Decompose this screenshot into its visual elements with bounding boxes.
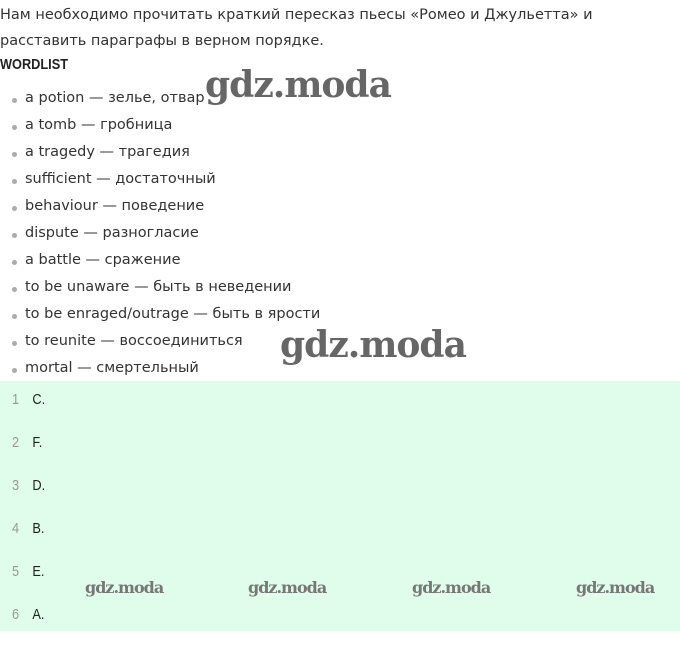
- list-item: [0, 225, 320, 252]
- bullet-icon: [12, 233, 17, 238]
- watermark: gdz.moda: [576, 578, 655, 597]
- answer-row: [12, 563, 44, 580]
- answer-row: [12, 606, 44, 623]
- word-text: a tragedy — трагедия: [25, 144, 190, 160]
- answer-row: [12, 520, 44, 537]
- list-item: [0, 117, 320, 144]
- answer-value: D.: [32, 477, 46, 494]
- word-text: to be enraged/outrage — быть в ярости: [25, 306, 321, 322]
- list-item: [0, 252, 320, 279]
- list-item: [0, 198, 320, 225]
- answer-row: [12, 477, 45, 494]
- answer-number: 5: [12, 563, 20, 580]
- word-text: a tomb — гробница: [25, 117, 173, 133]
- task-description: Нам необходимо прочитать краткий пересказ пьесы «Ромео и Джульетта» и расставить параграфы в верном порядке.: [0, 7, 593, 49]
- bullet-icon: [12, 125, 17, 130]
- word-text: to be unaware — быть в неведении: [25, 279, 292, 295]
- answer-number: 6: [12, 606, 20, 623]
- bullet-icon: [12, 260, 17, 265]
- wordlist: [0, 90, 320, 387]
- answer-value: C.: [32, 391, 46, 408]
- word-text: a battle — сражение: [25, 252, 181, 268]
- list-item: [0, 306, 320, 333]
- answer-value: B.: [32, 520, 45, 537]
- answer-number: 4: [12, 520, 20, 537]
- answer-number: 1: [12, 391, 20, 408]
- list-item: [0, 279, 320, 306]
- answer-row: [12, 391, 45, 408]
- bullet-icon: [12, 206, 17, 211]
- answer-row: [12, 434, 42, 451]
- bullet-icon: [12, 98, 17, 103]
- bullet-icon: [12, 314, 17, 319]
- list-item: [0, 171, 320, 198]
- word-text: sufficient — достаточный: [25, 171, 216, 187]
- bullet-icon: [12, 341, 17, 346]
- answer-value: F.: [32, 434, 43, 451]
- watermark: gdz.moda: [248, 578, 327, 597]
- watermark: gdz.moda: [280, 324, 466, 366]
- bullet-icon: [12, 287, 17, 292]
- bullet-icon: [12, 152, 17, 157]
- word-text: behaviour — поведение: [25, 198, 205, 214]
- answer-value: E.: [32, 563, 45, 580]
- watermark: gdz.moda: [85, 578, 164, 597]
- word-text: dispute — разногласие: [25, 225, 199, 241]
- word-text: mortal — смертельный: [25, 360, 199, 376]
- bullet-icon: [12, 368, 17, 373]
- answer-value: A.: [32, 606, 45, 623]
- list-item: [0, 333, 320, 360]
- watermark: gdz.moda: [412, 578, 491, 597]
- wordlist-heading: WORDLIST: [0, 56, 68, 73]
- bullet-icon: [12, 179, 17, 184]
- word-text: to reunite — воссоединиться: [25, 333, 243, 349]
- answer-number: 3: [12, 477, 20, 494]
- list-item: [0, 144, 320, 171]
- answer-number: 2: [12, 434, 20, 451]
- word-text: a potion — зелье, отвар: [25, 90, 205, 106]
- watermark: gdz.moda: [205, 64, 391, 106]
